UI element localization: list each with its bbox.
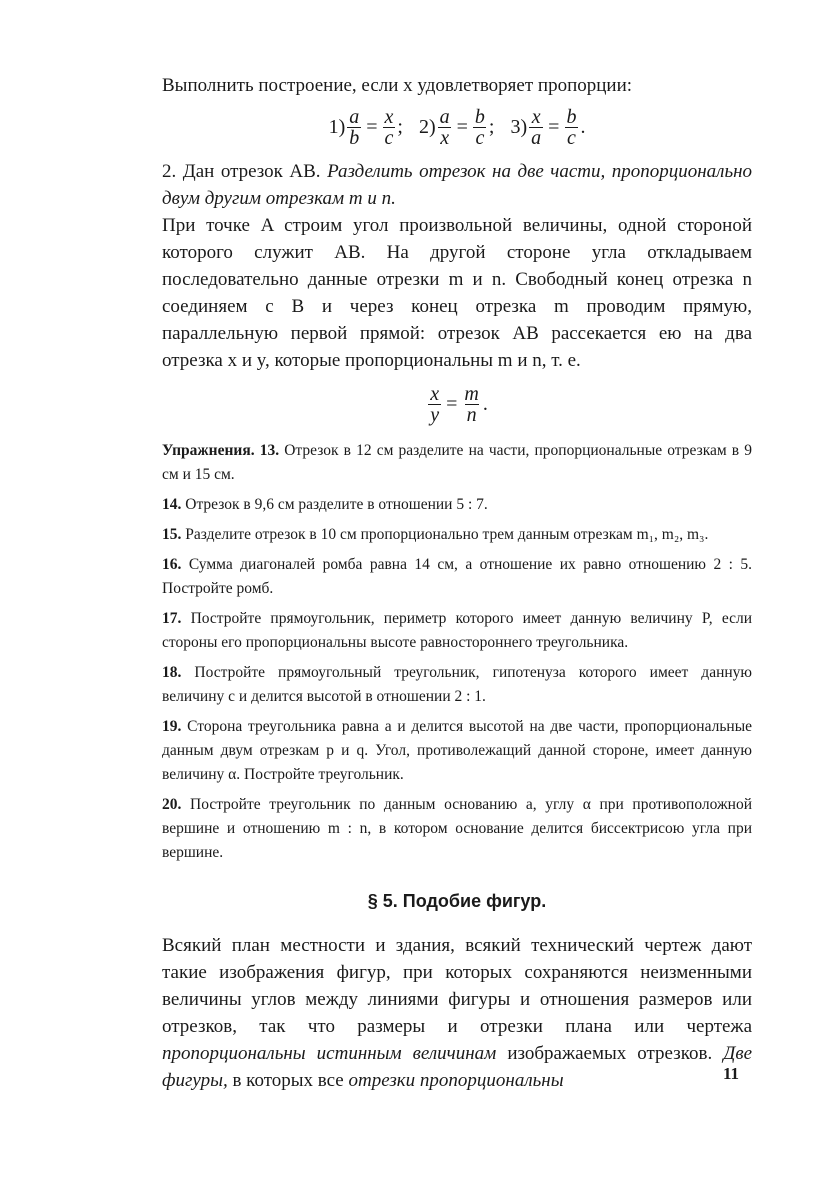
exercise-number: 19. (162, 718, 182, 735)
fraction-right (473, 107, 487, 148)
problem-2-lead: Дан отрезок AB. (182, 161, 321, 182)
section-text-d: Две фигуры, (162, 1043, 753, 1091)
problem-2-solution: При точке A строим угол произвольной величины, одной стороной которого служит AB. На другой стороне угла откладываем последовательно данные отрезки m и n. Свободный конец отрезка n соединяем с B и через конец отрезка m проводим прямую, параллельную первой прямой: отрезок AB рассекается ею на два отрезка x и y, которые пропорциональны m и n, т. е. (162, 215, 752, 371)
ratio-right (462, 384, 480, 425)
exercise-text: Сумма диагоналей ромба равна 14 см, а отношение их равно отношению 2 : 5. Постройте ромб. (162, 556, 753, 597)
proportion-label: 1) (328, 116, 346, 138)
equals-sign: = (446, 393, 458, 415)
page-number: 11 (723, 1064, 740, 1083)
exercise-number: 15. (162, 526, 182, 543)
section-text-b: пропорциональны истинным величинам (162, 1043, 497, 1064)
exercise-text: Сторона треугольника равна a и делится высотой на две части, пропорциональные данным двум отрезкам p и q. Угол, противолежащий данной стороне, имеет данную величину α. Постройте треугольник. (162, 718, 753, 783)
exercise-number: 14. (162, 496, 182, 513)
proportion-label: 3) (510, 116, 528, 138)
ratio-formula (162, 384, 752, 425)
problem-2-number: 2. (162, 161, 177, 182)
exercise-item (162, 493, 752, 517)
fraction-left (347, 107, 361, 148)
proportion-1 (329, 107, 403, 148)
exercise-item (162, 607, 752, 655)
exercise-number: 18. (162, 664, 182, 681)
ratio-left-denominator: y (430, 404, 440, 426)
proportion-3 (510, 107, 585, 148)
separator: ; (397, 116, 403, 138)
exercise-number: 16. (162, 556, 182, 573)
fraction-right-numerator: x (384, 106, 394, 128)
problem-2 (162, 158, 752, 212)
exercise-number: 20. (162, 796, 182, 813)
fraction-right-denominator: c (384, 127, 394, 149)
fraction-left-denominator: x (440, 127, 450, 149)
exercise-item (162, 439, 752, 487)
fraction-left-numerator: a (349, 106, 360, 128)
exercise-item (162, 523, 752, 547)
ratio-end: . (482, 393, 488, 415)
exercise-item (162, 715, 752, 787)
equals-sign: = (548, 116, 560, 138)
fraction-left-numerator: x (531, 106, 541, 128)
fraction-left-denominator: a (531, 127, 542, 149)
ratio-left-numerator: x (430, 383, 440, 405)
exercise-number: Упражнения. 13. (162, 442, 280, 459)
intro-text: Выполнить построение, если x удовлетворяет пропорции: (162, 75, 633, 96)
fraction-left-denominator: b (349, 127, 360, 149)
exercise-item (162, 553, 752, 601)
fraction-right-numerator: b (474, 106, 485, 128)
equals-sign: = (366, 116, 378, 138)
section-text-e: в которых все (232, 1070, 344, 1091)
problem-2-task: Разделить отрезок на две части, пропорционально двум другим отрезкам m и n. (162, 161, 753, 209)
exercise-item (162, 793, 752, 865)
ratio-right-denominator: n (466, 404, 477, 426)
section-text-a: Всякий план местности и здания, всякий технический чертеж дают такие изображения фигур, при которых сохраняются неизменными величины углов между линиями фигуры и отношения размеров или отрезков, так что размеры и отрезки плана или чертежа (162, 935, 752, 1037)
separator: ; (488, 116, 495, 138)
exercise-text: Постройте треугольник по данным основанию a, углу α при противоположной вершине и отношению m : n, в котором основание делится биссектрисою угла при вершине. (162, 796, 753, 861)
fraction-right (383, 107, 396, 148)
exercise-text: Разделите отрезок в 10 см пропорционально трем данным отрезкам m₁, m₂, m₃. (185, 526, 709, 543)
section-text-c: изображаемых отрезков. (507, 1043, 713, 1064)
ratio-left (428, 384, 441, 425)
fraction-right (564, 107, 578, 148)
section-text-f: отрезки пропорциональны (348, 1070, 564, 1091)
fraction-left (529, 107, 543, 148)
equals-sign: = (456, 116, 468, 138)
ratio-right-numerator: m (464, 383, 479, 405)
fraction-right-denominator: c (566, 127, 576, 149)
exercise-text: Постройте прямоугольный треугольник, гипотенуза которого имеет данную величину c и делится высотой в отношении 2 : 1. (162, 664, 752, 705)
exercise-item (162, 661, 752, 709)
fraction-right-denominator: c (475, 127, 485, 149)
fraction-right-numerator: b (566, 106, 577, 128)
fraction-left (438, 107, 452, 148)
exercise-number: 17. (162, 610, 182, 627)
proportion-formulas (162, 107, 752, 148)
proportion-label: 2) (418, 116, 436, 138)
exercises-list (162, 439, 752, 865)
section-text (162, 932, 752, 1094)
exercise-text: Постройте прямоугольник, периметр которого имеет данную величину P, если стороны его пропорциональны высоте равностороннего треугольника. (162, 610, 753, 651)
proportion-2 (419, 107, 495, 148)
fraction-left-numerator: a (439, 106, 450, 128)
section-heading: § 5. Подобие фигур. (367, 891, 547, 911)
exercise-text: Отрезок в 9,6 см разделите в отношении 5 : 7. (185, 496, 488, 513)
exercise-text: Отрезок в 12 см разделите на части, пропорциональные отрезкам в 9 см и 15 см. (162, 442, 753, 483)
separator: . (580, 116, 586, 138)
page-content (162, 72, 752, 1094)
